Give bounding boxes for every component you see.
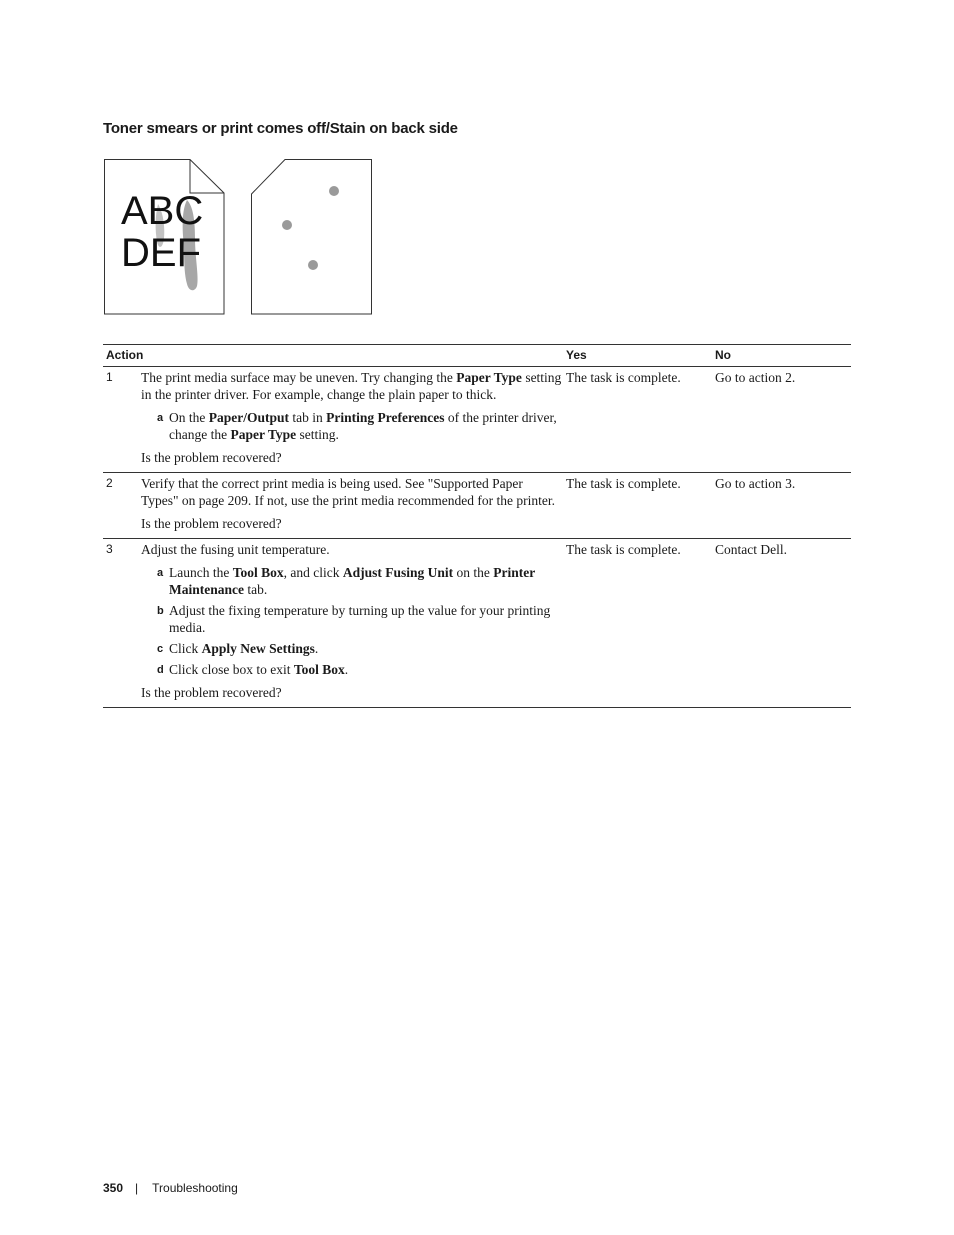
no-cell: Go to action 3. — [712, 473, 851, 539]
action-question: Is the problem recovered? — [141, 685, 282, 700]
action-question: Is the problem recovered? — [141, 516, 282, 531]
yes-cell: The task is complete. — [563, 473, 712, 539]
yes-cell: The task is complete. — [563, 367, 712, 473]
action-cell — [141, 539, 563, 708]
table-row — [103, 539, 851, 708]
action-description: Verify that the correct print media is being used. See "Supported Paper Types" on page 209. If not, use the print media recommended for the printer. — [141, 476, 555, 508]
action-step: a On the Paper/Output tab in Printing Preferences of the printer driver, change the Paper Type setting. — [157, 410, 557, 442]
action-step: b Adjust the fixing temperature by turning up the value for your printing media. — [157, 603, 551, 635]
action-description: The print media surface may be uneven. Try changing the Paper Type setting in the printer driver. For example, change the plain paper to thick. — [141, 370, 562, 402]
table-row — [103, 367, 851, 473]
page-footer — [103, 1181, 238, 1195]
troubleshooting-table — [103, 344, 851, 708]
action-step: d Click close box to exit Tool Box. — [157, 662, 349, 677]
footer-separator: | — [135, 1181, 139, 1195]
no-cell: Go to action 2. — [712, 367, 851, 473]
action-number: 1 — [103, 367, 141, 473]
table-header-row — [103, 345, 851, 367]
stain-dot — [282, 220, 292, 230]
header-no: No — [712, 345, 851, 367]
toner-smear-illustration — [103, 158, 378, 318]
header-action: Action — [103, 345, 563, 367]
action-number: 3 — [103, 539, 141, 708]
front-page-illustration — [105, 160, 225, 315]
footer-section: Troubleshooting — [152, 1181, 238, 1195]
stain-dot — [308, 260, 318, 270]
action-step: a Launch the Tool Box, and click Adjust Fusing Unit on the Printer Maintenance tab. — [157, 565, 536, 597]
table-row — [103, 473, 851, 539]
action-step: c Click Apply New Settings. — [157, 641, 319, 656]
no-cell: Contact Dell. — [712, 539, 851, 708]
stain-dot — [329, 186, 339, 196]
action-cell — [141, 367, 563, 473]
action-cell — [141, 473, 563, 539]
back-page-illustration — [252, 160, 372, 315]
front-text-line1: ABC — [121, 189, 204, 233]
action-description: Adjust the fusing unit temperature. — [141, 542, 330, 557]
front-text-line2: DEF — [121, 231, 201, 275]
yes-cell: The task is complete. — [563, 539, 712, 708]
action-question: Is the problem recovered? — [141, 450, 282, 465]
action-number: 2 — [103, 473, 141, 539]
page-number: 350 — [103, 1181, 124, 1195]
section-title: Toner smears or print comes off/Stain on back side — [103, 120, 458, 137]
header-yes: Yes — [563, 345, 712, 367]
